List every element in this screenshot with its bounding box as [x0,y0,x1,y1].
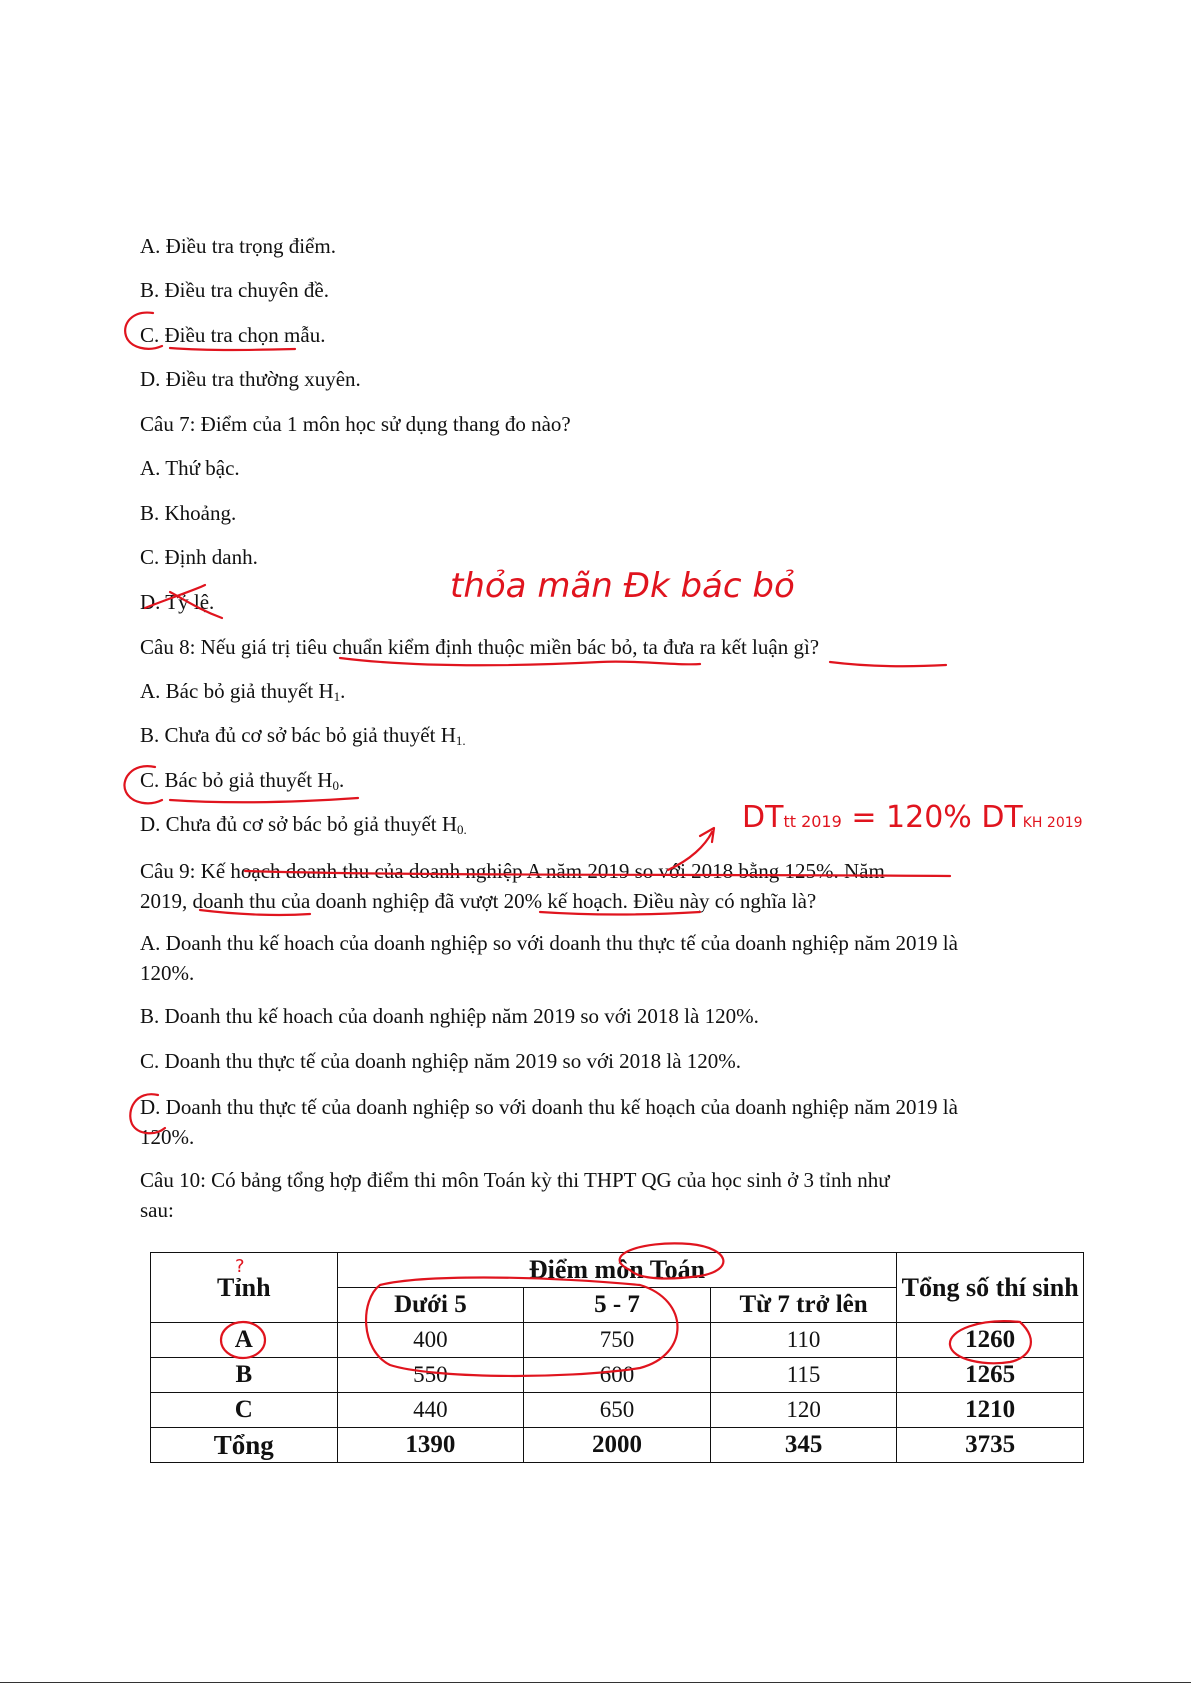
q6-option-b: B. Điều tra chuyên đề. [140,278,329,302]
cell-total-below5: 1390 [337,1428,524,1463]
table-row [151,1323,1084,1358]
cell-total-above7: 345 [710,1428,897,1463]
cell-total-5to7: 2000 [524,1428,711,1463]
cell-total: 1210 [897,1393,1084,1428]
q9-option-d-line1: D. Doanh thu thực tế của doanh nghiệp so với doanh thu kế hoạch của doanh nghiệp năm 2019 là [140,1095,958,1119]
q7-question: Câu 7: Điểm của 1 môn học sử dụng thang đo nào? [140,412,571,436]
q7-option-d: D. Tỷ lệ. [140,590,215,614]
q6-option-d: D. Điều tra thường xuyên. [140,367,361,391]
q8-option-a: A. Bác bỏ giả thuyết $H_1$. [140,679,346,704]
cell-below5: 400 [337,1323,524,1358]
table-row [151,1393,1084,1428]
q7-option-c: C. Định danh. [140,545,258,569]
subheader-5-7: 5 - 7 [524,1288,711,1323]
handwritten-note-q7: thỏa mãn Đk bác bỏ [450,566,795,606]
cell-province: B [151,1358,338,1393]
q8-question: Câu 8: Nếu giá trị tiêu chuẩn kiểm định thuộc miền bác bỏ, ta đưa ra kết luận gì? [140,635,820,659]
cell-province: C [151,1393,338,1428]
cell-below5: 550 [337,1358,524,1393]
cell-total-label: Tổng [151,1428,338,1463]
q8-option-b: B. Chưa đủ cơ sở bác bỏ giả thuyết $H_{1.}$ [140,723,466,748]
footer-divider [0,1682,1191,1683]
q7-option-a: A. Thứ bậc. [140,456,240,480]
cell-above7: 120 [710,1393,897,1428]
header-province: Tỉnh [151,1253,338,1323]
q10-question-line1: Câu 10: Có bảng tổng hợp điểm thi môn Toán kỳ thi THPT QG của học sinh ở 3 tỉnh như [140,1168,890,1192]
header-scores: Điểm môn Toán [337,1253,897,1288]
subheader-above-7: Từ 7 trở lên [710,1288,897,1323]
q9-question-line1: Câu 9: Kế hoạch doanh thu của doanh nghiệp A năm 2019 so với 2018 bằng 125%. Năm [140,859,885,883]
table-total-row [151,1428,1084,1463]
subheader-below-5: Dưới 5 [337,1288,524,1323]
cell-above7: 115 [710,1358,897,1393]
cell-total: 1260 [897,1323,1084,1358]
q8-option-d: D. Chưa đủ cơ sở bác bỏ giả thuyết $H_{0.}$ [140,812,467,837]
cell-total: 1265 [897,1358,1084,1393]
cell-province: A [151,1323,338,1358]
q6-option-a: A. Điều tra trọng điểm. [140,234,336,258]
handwritten-question-mark: ? [235,1256,245,1277]
cell-5to7: 750 [524,1323,711,1358]
q9-question-line2: 2019, doanh thu của doanh nghiệp đã vượt 20% kế hoạch. Điều này có nghĩa là? [140,889,817,913]
q8-option-c: C. Bác bỏ giả thuyết $H_0$. [140,768,345,793]
q6-option-c: C. Điều tra chọn mẫu. [140,323,326,347]
q10-question-line2: sau: [140,1198,174,1222]
cell-below5: 440 [337,1393,524,1428]
score-table [150,1252,1084,1463]
handwritten-formula-q9: DTtt 2019 = 120% DTKH 2019 [742,800,1083,835]
cell-5to7: 600 [524,1358,711,1393]
cell-5to7: 650 [524,1393,711,1428]
q9-option-b: B. Doanh thu kế hoach của doanh nghiệp năm 2019 so với 2018 là 120%. [140,1004,759,1028]
q9-option-c: C. Doanh thu thực tế của doanh nghiệp năm 2019 so với 2018 là 120%. [140,1049,742,1073]
underline-q8-end [830,662,946,666]
table-row [151,1358,1084,1393]
cell-grand-total: 3735 [897,1428,1084,1463]
underline-q8-c [170,798,358,802]
q9-option-d-line2: 120%. [140,1125,195,1149]
header-total: Tổng số thí sinh [897,1253,1084,1323]
cell-above7: 110 [710,1323,897,1358]
q7-option-b: B. Khoảng. [140,501,237,525]
q9-option-a-line1: A. Doanh thu kế hoach của doanh nghiệp so với doanh thu thực tế của doanh nghiệp năm 2019 là [140,931,958,955]
q9-option-a-line2: 120%. [140,961,195,985]
